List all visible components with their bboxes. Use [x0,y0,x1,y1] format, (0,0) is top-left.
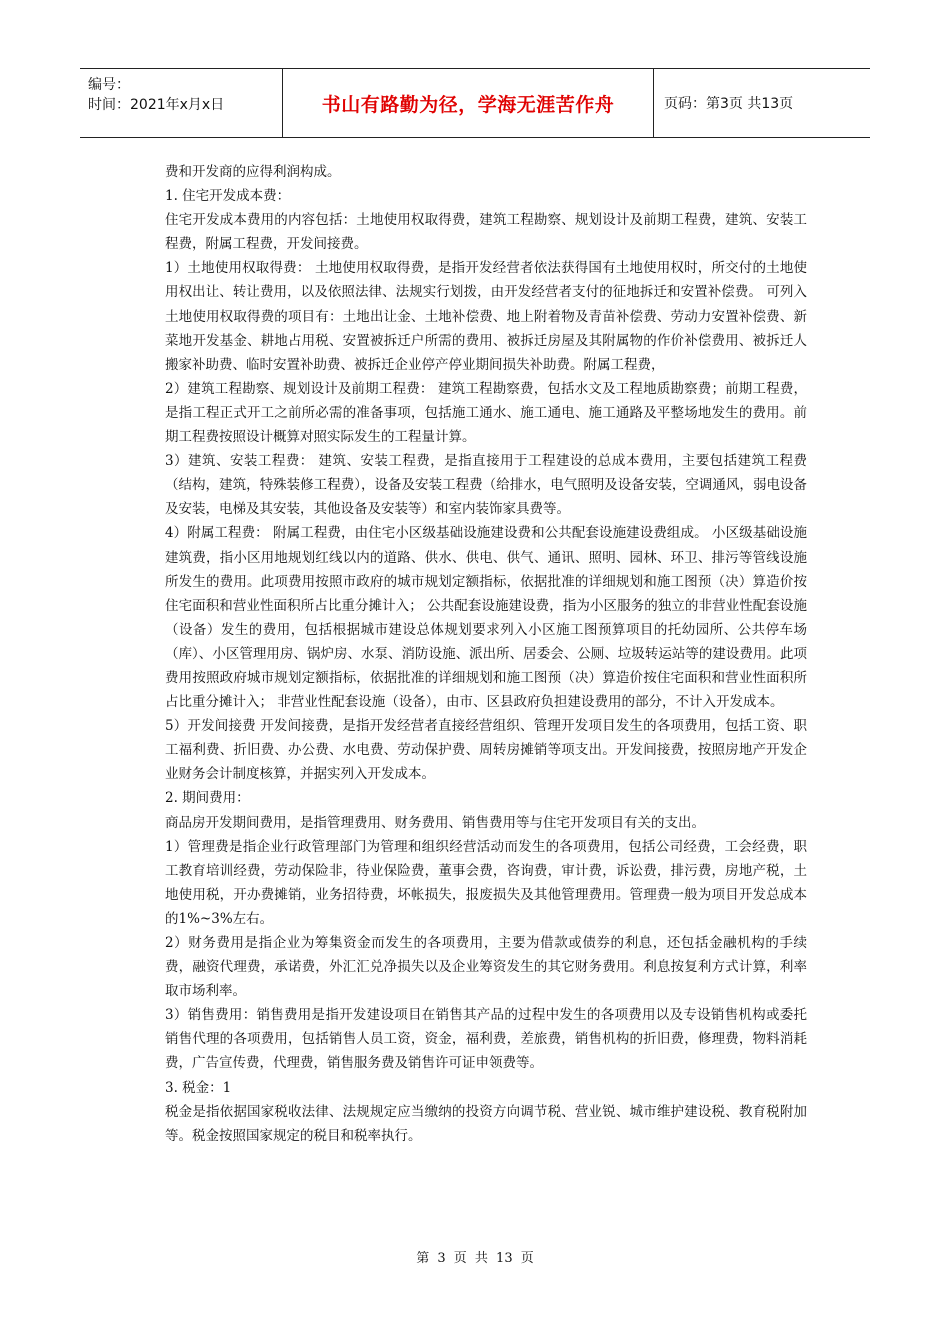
paragraph: 2）建筑工程勘察、规划设计及前期工程费： 建筑工程勘察费，包括水文及工程地质勘察费；前期工程费，是指工程正式开工之前所必需的准备事项，包括施工通水、施工通电、施工通路及平整场地发生的费用。前期工程费按照设计概算对照实际发生的工程量计算。 [165,380,807,446]
header-page-info [654,69,870,137]
paragraph: 商品房开发期间费用，是指管理费用、财务费用、销售费用等与住宅开发项目有关的支出。 [165,814,705,831]
header-motto: 书山有路勤为径，学海无涯苦作舟 [321,93,615,116]
paragraph: 5）开发间接费 开发间接费，是指开发经营者直接经营组织、管理开发项目发生的各项费用，包括工资、职工福利费、折旧费、办公费、水电费、劳动保护费、周转房摊销等项支出。开发间接费，按照房地产开发企业财务会计制度核算，并据实列入开发成本。 [165,718,807,783]
paragraph: 税金是指依据国家税收法律、法规规定应当缴纳的投资方向调节税、营业锐、城市维护建设税、教育税附加等。税金按照国家规定的税目和税率执行。 [165,1103,807,1144]
header-meta [80,69,282,137]
paragraph: 2）财务费用是指企业为筹集资金而发生的各项费用，主要为借款或债券的利息，还包括金融机构的手续费，融资代理费，承诺费，外汇汇兑净损失以及企业筹资发生的其它财务费用。利息按复利方式计算，利率取市场利率。 [165,935,807,1000]
document-date: 时间：2021年x月x日 [88,97,225,113]
section-heading: 2. 期间费用： [165,790,250,807]
paragraph: 1）管理费是指企业行政管理部门为管理和组织经营活动而发生的各项费用，包括公司经费，工会经费，职工教育培训经费，劳动保险非，待业保险费，董事会费，咨询费，审计费，诉讼费，排污费，房地产税，土地使用税，开办费摊销，业务招待费，坏帐损失，报废损失及其他管理费用。管理费一般为项目开发总成本的1%~3%左右。 [165,838,807,927]
header-motto-cell [282,69,654,137]
paragraph: 费和开发商的应得利润构成。 [165,164,341,180]
paragraph: 4）附属工程费： 附属工程费，由住宅小区级基础设施建设费和公共配套设施建设费组成。 小区级基础设施建筑费，指小区用地规划红线以内的道路、供水、供电、供气、通讯、照明、园林、环卫、排污等管线设施所发生的费用。此项费用按照市政府的城市规划定额指标，依据批准的详细规划和施工图预（决）算造价按住宅面积和营业性面积所占比重分摊计入； 公共配套设施建设费，指为小区服务的独立的非营业性配套设施（设备）发生的费用，包括根据城市建设总体规划要求列入小区施工图预算项目的托幼园所、公共停车场（库）、小区管理用房、锅炉房、水泵、消防设施、派出所、居委会、公厕、垃圾转运站等的建设费用。此项费用按照政府城市规划定额指标，依据批准的详细规划和施工图预（决）算造价按住宅面积和营业性面积所占比重分摊计入； 非营业性配套设施（设备），由市、区县政府负担建设费用的部分，不计入开发成本。 [165,525,807,711]
document-body [165,160,807,1148]
paragraph: 1）土地使用权取得费： 土地使用权取得费，是指开发经营者依法获得国有土地使用权时，所交付的土地使用权出让、转让费用，以及依照法律、法规实行划拨，由开发经营者支付的征地拆迁和安置补偿费。 可列入土地使用权取得费的项目有：土地出让金、土地补偿费、地上附着物及青苗补偿费、劳动力安置补偿费、新菜地开发基金、耕地占用税、安置被拆迁户所需的费用、被拆迁房屋及其附属物的作价补偿费用、被拆迁人搬家补助费、临时安置补助费、被拆迁企业停产停业期间损失补助费。附属工程费， [165,260,807,373]
document-number-label: 编号： [88,77,130,93]
paragraph: 3）销售费用：销售费用是指开发建设项目在销售其产品的过程中发生的各项费用以及专设销售机构或委托销售代理的各项费用，包括销售人员工资，资金，福利费，差旅费，销售机构的折旧费，修理费，物料消耗费，广告宣传费，代理费，销售服务费及销售许可证申领费等。 [165,1007,807,1072]
section-heading: 3. 税金：1 [165,1079,232,1096]
paragraph: 3）建筑、安装工程费： 建筑、安装工程费，是指直接用于工程建设的总成本费用，主要包括建筑工程费（结构，建筑，特殊装修工程费），设备及安装工程费（给排水，电气照明及设备安装，空调通风，弱电设备及安装，电梯及其安装，其他设备及安装等）和室内装饰家具费等。 [165,453,807,518]
page-footer: 第 3 页 共 13 页 [416,1251,534,1266]
paragraph: 住宅开发成本费用的内容包括：土地使用权取得费，建筑工程勘察、规划设计及前期工程费，建筑、安装工程费，附属工程费，开发间接费。 [165,212,807,253]
page-number-info: 页码：第3页 共13页 [664,96,794,112]
page-header [80,68,870,138]
section-heading: 1. 住宅开发成本费： [165,188,291,205]
